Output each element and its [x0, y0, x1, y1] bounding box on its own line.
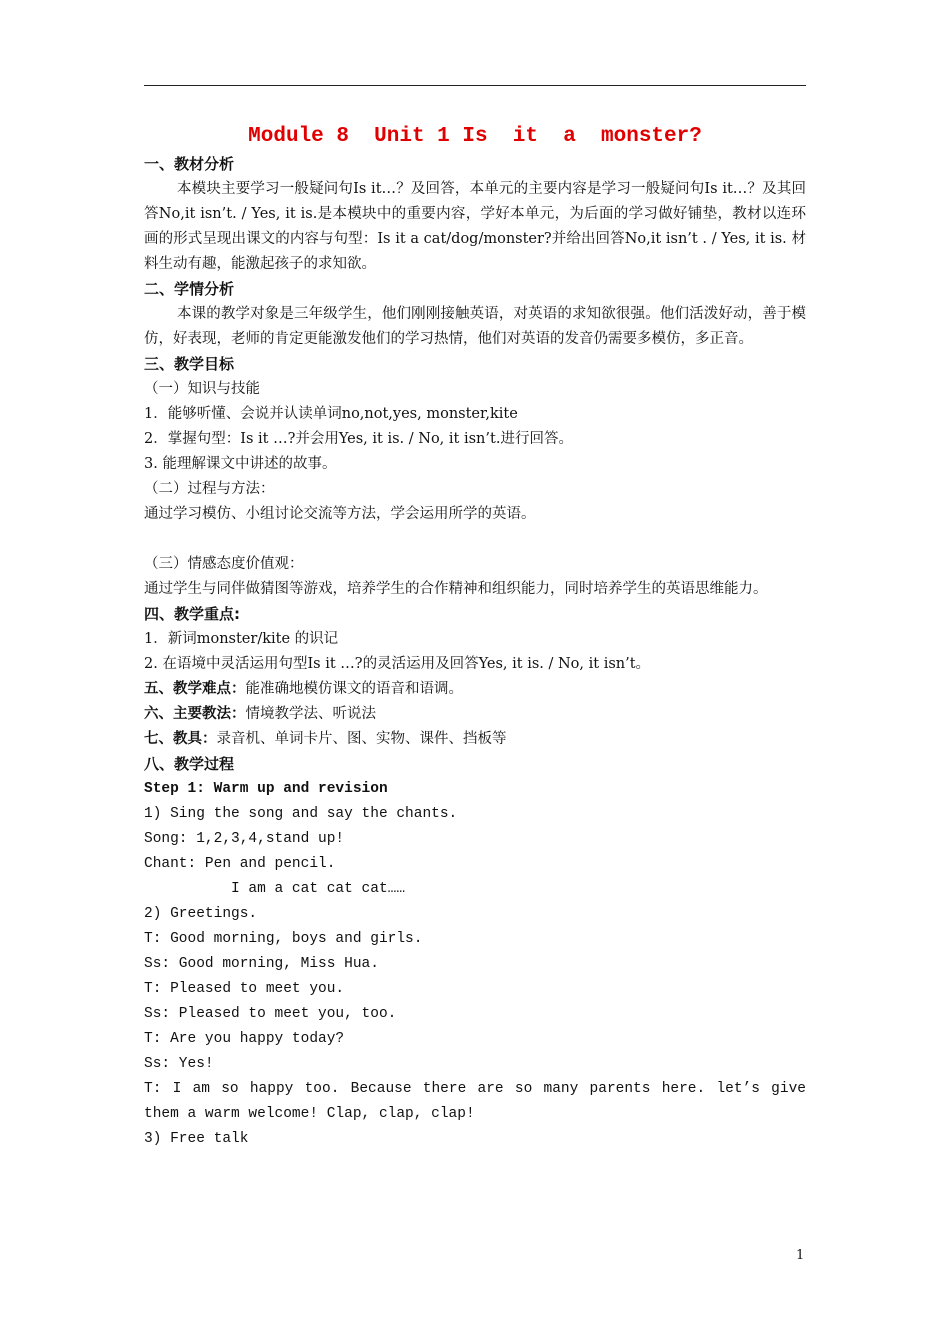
section-7 [144, 727, 806, 752]
process-line: T: Good morning, boys and girls. [144, 931, 423, 947]
process-line: Ss: Yes! [144, 1056, 214, 1072]
section-heading-4: 四、教学重点: [144, 605, 240, 623]
subheading-process: （二）过程与方法： [144, 481, 275, 497]
section-heading-3: 三、教学目标 [144, 355, 235, 373]
section-heading-8: 八、教学过程 [144, 755, 235, 773]
process-line: Chant: Pen and pencil. [144, 856, 336, 872]
section-7-label: 七、教具： [144, 731, 217, 747]
header-rule [144, 85, 806, 86]
focus-item-2: 2. 在语境中灵活运用句型Is it …?的灵活运用及回答Yes, it is. / No, it isn’t。 [144, 656, 651, 672]
section-6-text: 情境教学法、听说法 [245, 706, 376, 722]
section-2-paragraph: 本课的教学对象是三年级学生，他们刚刚接触英语，对英语的求知欲很强。他们活泼好动，善于模仿，好表现，老师的肯定更能激发他们的学习热情，他们对英语的发音仍需要多模仿，多正音。 [144, 306, 806, 347]
subheading-attitude: （三）情感态度价值观： [144, 556, 304, 572]
step-1-heading: Step 1: Warm up and revision [144, 781, 388, 797]
process-line: I am a cat cat cat…… [144, 881, 406, 897]
section-heading-2: 二、学情分析 [144, 280, 235, 298]
process-line: Ss: Good morning, Miss Hua. [144, 956, 379, 972]
page-number: 1 [796, 1248, 805, 1263]
goal-item-1: 1．能够听懂、会说并认读单词no,not,yes, monster,kite [144, 406, 518, 422]
section-6-label: 六、主要教法： [144, 706, 246, 722]
goal-item-3: 3. 能理解课文中讲述的故事。 [144, 456, 337, 472]
process-line: Song: 1,2,3,4,stand up! [144, 831, 345, 847]
section-6 [144, 702, 806, 727]
subheading-knowledge: （一）知识与技能 [144, 381, 260, 397]
section-5 [144, 677, 806, 702]
process-line: 1) Sing the song and say the chants. [144, 806, 458, 822]
process-line: 2) Greetings. [144, 906, 258, 922]
attitude-text: 通过学生与同伴做猜图等游戏，培养学生的合作精神和组织能力，同时培养学生的英语思维能力。 [144, 581, 768, 597]
document-body [144, 122, 806, 1152]
section-7-text: 录音机、单词卡片、图、实物、课件、挡板等 [216, 731, 507, 747]
section-heading-1: 一、教材分析 [144, 155, 235, 173]
section-5-text: 能准确地模仿课文的语音和语调。 [245, 681, 463, 697]
process-line: Ss: Pleased to meet you, too. [144, 1006, 397, 1022]
process-text: 通过学习模仿、小组讨论交流等方法，学会运用所学的英语。 [144, 506, 536, 522]
focus-item-1: 1．新词monster/kite 的识记 [144, 631, 339, 647]
document-title: Module 8 Unit 1 Is it a monster? [248, 125, 702, 148]
section-1-paragraph: 本模块主要学习一般疑问句Is it…？及回答，本单元的主要内容是学习一般疑问句Is it…？及其回答No,it isn’t. / Yes, it is.是本模块中的重要内容，学好本单元，为后面的学习做好铺垫，教材以连环画的形式呈现出课文的内容与句型：Is it a cat/dog/monster?并给出回答No,it isn’t . / Yes, it is. 材料生动有趣，能激起孩子的求知欲。 [144, 181, 806, 272]
goal-item-2: 2．掌握句型：Is it …?并会用Yes, it is. / No, it isn’t.进行回答。 [144, 431, 573, 447]
process-line: T: Are you happy today? [144, 1031, 345, 1047]
blank-line [144, 527, 806, 552]
process-line: T: Pleased to meet you. [144, 981, 345, 997]
section-5-label: 五、教学难点： [144, 681, 246, 697]
process-line-last: 3) Free talk [144, 1131, 249, 1147]
process-long-line: T: I am so happy too. Because there are so many parents here. let’s give them a warm welcome! Clap, clap, clap! [144, 1081, 806, 1122]
